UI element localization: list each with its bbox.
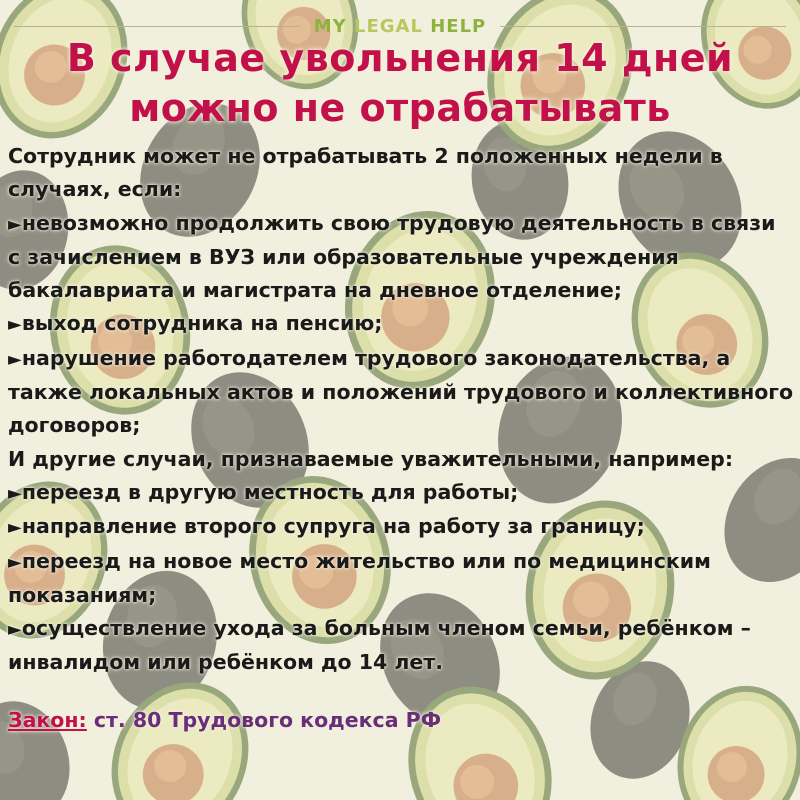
bullet-triangle-icon: ► bbox=[8, 482, 22, 504]
law-reference bbox=[8, 705, 794, 735]
bullet-triangle-icon: ► bbox=[8, 348, 22, 370]
brand-logo: MY LEGAL HELP bbox=[313, 15, 487, 37]
law-label: Закон: bbox=[8, 708, 87, 732]
bullet-triangle-icon: ► bbox=[8, 213, 22, 235]
bullet-triangle-icon: ► bbox=[8, 314, 22, 336]
bullet-triangle-icon: ► bbox=[8, 551, 22, 573]
list-item: ►переезд в другую местность для работы; bbox=[8, 479, 519, 504]
divider-right bbox=[500, 26, 786, 27]
list-item: ►невозможно продолжить свою трудовую деятельность в связи с зачислением в ВУЗ или образовательные учреждения бакалавриата и магистрата на дневное отделение; bbox=[8, 210, 776, 303]
bullet-triangle-icon: ► bbox=[8, 619, 22, 641]
law-text: ст. 80 Трудового кодекса РФ bbox=[86, 708, 442, 732]
title-line-2: можно не отрабатывать bbox=[129, 86, 671, 130]
bullet-triangle-icon: ► bbox=[8, 517, 22, 539]
list-item: ►выход сотрудника на пенсию; bbox=[8, 311, 383, 336]
body-text bbox=[8, 140, 794, 680]
title-line-1: В случае увольнения 14 дней bbox=[66, 36, 734, 80]
intro-text: Сотрудник может не отрабатывать 2 положенных недели в случаях, если: bbox=[8, 144, 723, 202]
list-item: ►переезд на новое место жительство или по медицинским показаниям; bbox=[8, 548, 711, 607]
divider-left bbox=[14, 26, 300, 27]
page-title bbox=[0, 33, 800, 133]
list-item: ►осуществление ухода за больным членом семьи, ребёнком – инвалидом или ребёнком до 14 лет. bbox=[8, 616, 751, 675]
other-cases-text: И другие случаи, признаваемые уважительными, например: bbox=[8, 446, 734, 471]
list-item: ►направление второго супруга на работу за границу; bbox=[8, 514, 645, 539]
list-item: ►нарушение работодателем трудового законодательства, а также локальных актов и положений трудового и коллективного договоров; bbox=[8, 345, 794, 438]
